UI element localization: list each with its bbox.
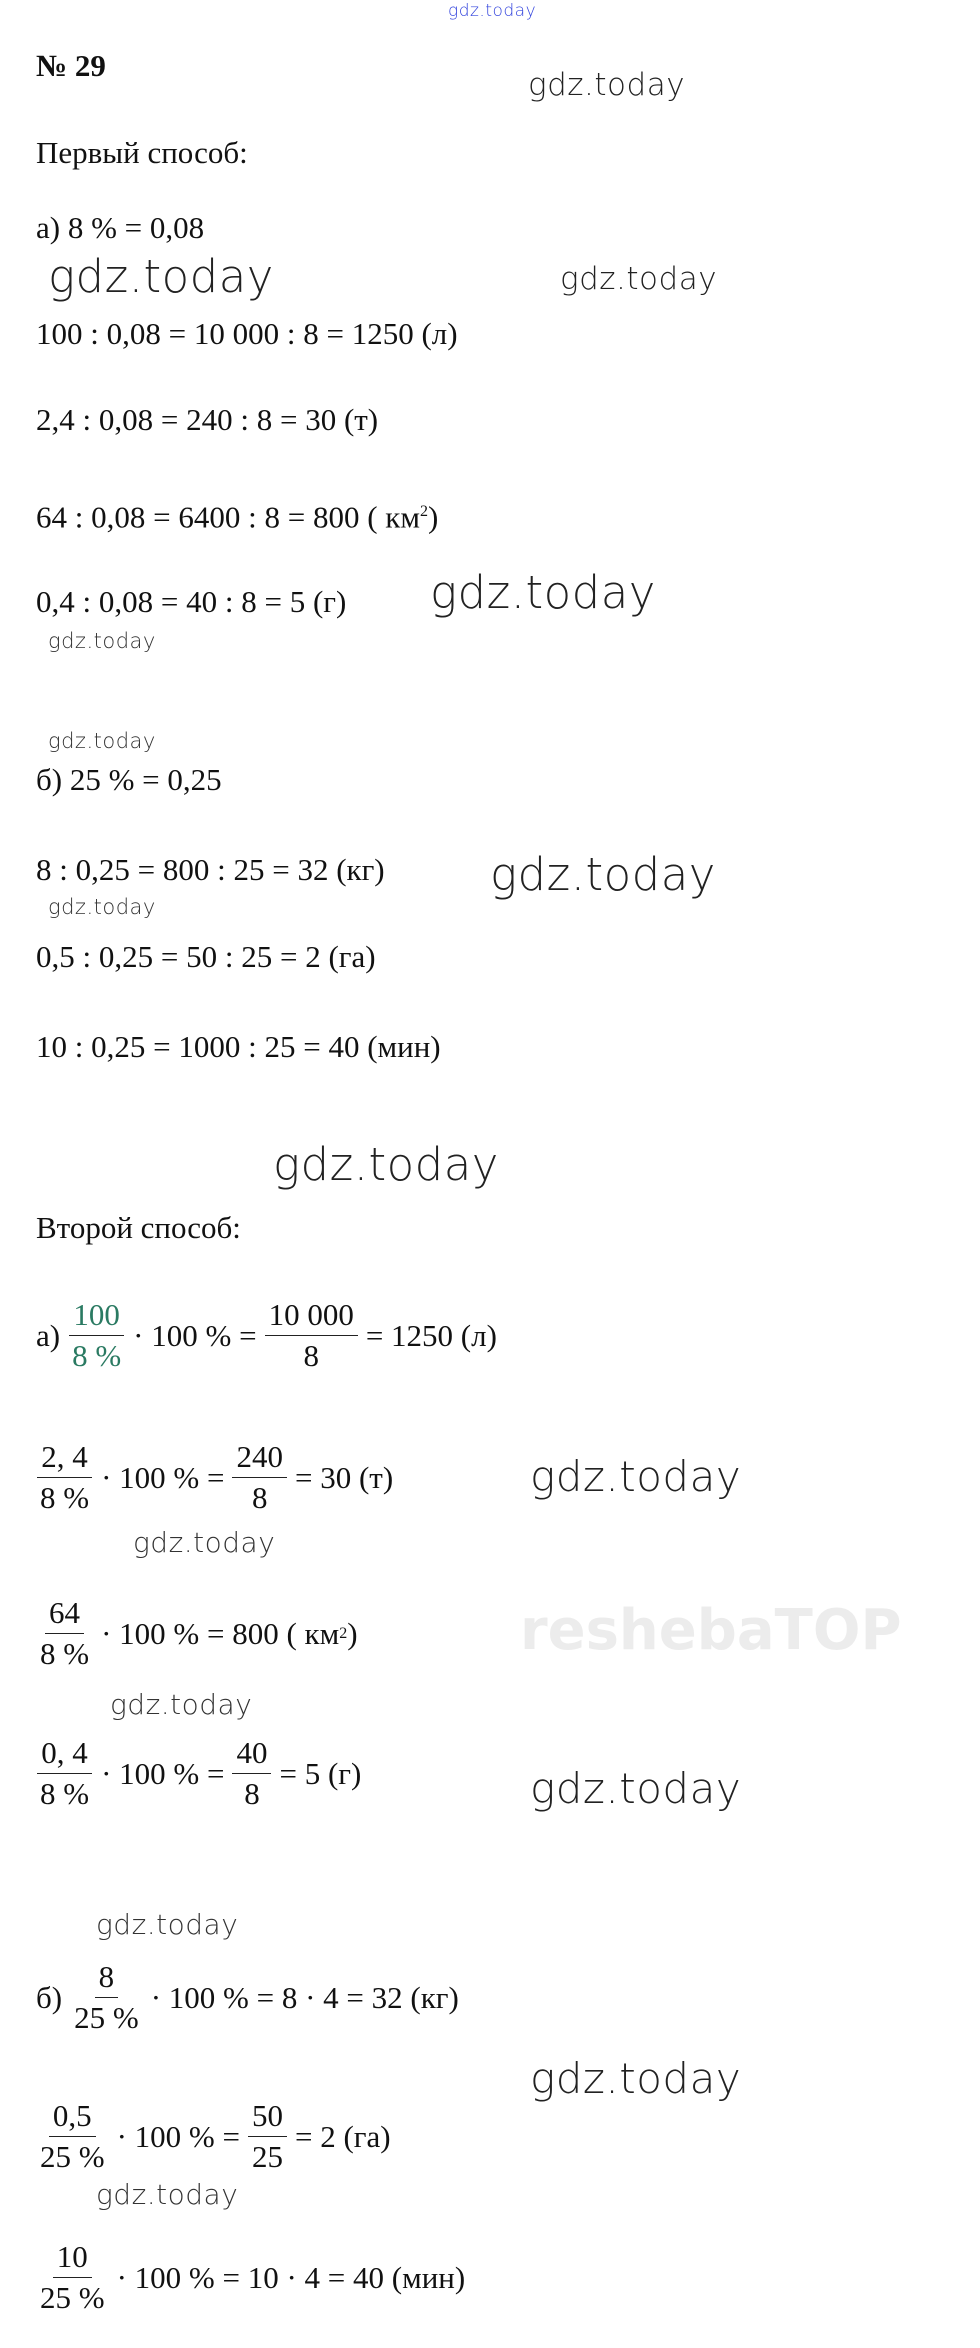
fraction-equation bbox=[36, 1960, 459, 2035]
equation-line: 8 : 0,25 = 800 : 25 = 32 (кг) bbox=[36, 852, 385, 887]
superscript: 2 bbox=[339, 1624, 348, 1642]
operation: · 100 % = 10 · 4 = 40 (мин) bbox=[116, 2259, 466, 2295]
fraction bbox=[36, 1440, 93, 1515]
numerator: 8 bbox=[95, 1960, 119, 1998]
denominator: 25 bbox=[251, 2139, 283, 2174]
result: = 5 (г) bbox=[279, 1755, 362, 1791]
fraction-equation bbox=[36, 1440, 393, 1515]
fraction bbox=[68, 1298, 125, 1373]
part-a-label: а) bbox=[36, 1317, 61, 1353]
fraction bbox=[70, 1960, 143, 2035]
fraction-equation bbox=[36, 2240, 465, 2315]
watermark: gdz.today bbox=[530, 1764, 742, 1813]
watermark-top: gdz.today bbox=[448, 1, 537, 21]
denominator: 8 % bbox=[40, 1480, 90, 1515]
denominator: 8 % bbox=[72, 1338, 122, 1373]
fraction bbox=[36, 1736, 93, 1811]
fraction bbox=[265, 1298, 358, 1373]
fraction bbox=[36, 2099, 109, 2174]
equation-line: 2,4 : 0,08 = 240 : 8 = 30 (т) bbox=[36, 402, 379, 437]
close-paren: ) bbox=[427, 499, 439, 535]
result: = 2 (га) bbox=[294, 2118, 391, 2154]
operation: · 100 % = bbox=[116, 2118, 240, 2154]
watermark: gdz.today bbox=[96, 1908, 239, 1941]
part-b-header: б) 25 % = 0,25 bbox=[36, 762, 222, 797]
numerator: 64 bbox=[45, 1596, 84, 1634]
result: = 1250 (л) bbox=[365, 1317, 497, 1353]
operation: · 100 % = bbox=[101, 1755, 225, 1791]
fraction-equation bbox=[36, 1596, 358, 1671]
watermark: gdz.today bbox=[490, 848, 716, 901]
first-method-heading: Первый способ: bbox=[36, 135, 248, 170]
part-b-label: б) bbox=[36, 1979, 63, 2015]
watermark: gdz.today bbox=[96, 2178, 239, 2211]
watermark: gdz.today bbox=[48, 629, 156, 653]
numerator: 100 bbox=[69, 1298, 124, 1336]
watermark: gdz.today bbox=[273, 1138, 499, 1191]
fraction bbox=[36, 2240, 109, 2315]
watermark: gdz.today bbox=[560, 261, 718, 297]
fraction bbox=[232, 1440, 287, 1515]
watermark: gdz.today bbox=[48, 729, 156, 753]
denominator: 25 % bbox=[74, 2000, 139, 2035]
watermark: gdz.today bbox=[48, 250, 274, 303]
numerator: 240 bbox=[232, 1440, 287, 1478]
numerator: 0,5 bbox=[49, 2099, 96, 2137]
denominator: 8 % bbox=[40, 1636, 90, 1671]
watermark: gdz.today bbox=[530, 1452, 742, 1501]
equation-line bbox=[36, 494, 438, 535]
equation-line: 0,4 : 0,08 = 40 : 8 = 5 (г) bbox=[36, 584, 347, 619]
watermark: gdz.today bbox=[48, 895, 156, 919]
denominator: 25 % bbox=[40, 2280, 105, 2315]
denominator: 8 bbox=[251, 1480, 268, 1515]
second-method-heading: Второй способ: bbox=[36, 1210, 241, 1245]
problem-number: № 29 bbox=[36, 48, 106, 83]
fraction-equation bbox=[36, 1298, 497, 1373]
watermark: gdz.today bbox=[133, 1526, 276, 1559]
numerator: 40 bbox=[232, 1736, 271, 1774]
watermark: gdz.today bbox=[430, 566, 656, 619]
numerator: 10 bbox=[53, 2240, 92, 2278]
superscript: 2 bbox=[419, 503, 428, 520]
denominator: 8 % bbox=[40, 1776, 90, 1811]
result: = 30 (т) bbox=[294, 1459, 394, 1495]
equation-line: 10 : 0,25 = 1000 : 25 = 40 (мин) bbox=[36, 1029, 441, 1064]
watermark: gdz.today bbox=[110, 1688, 253, 1721]
equation-line: 0,5 : 0,25 = 50 : 25 = 2 (га) bbox=[36, 939, 376, 974]
equation-text: 64 : 0,08 = 6400 : 8 = 800 ( км bbox=[36, 499, 420, 535]
numerator: 2, 4 bbox=[37, 1440, 92, 1478]
numerator: 10 000 bbox=[265, 1298, 358, 1336]
background-watermark: reshebaTOP bbox=[520, 1598, 902, 1663]
numerator: 0, 4 bbox=[37, 1736, 92, 1774]
watermark: gdz.today bbox=[528, 67, 686, 103]
watermark: gdz.today bbox=[530, 2054, 742, 2103]
operation: · 100 % = 800 ( км bbox=[101, 1615, 340, 1651]
denominator: 8 bbox=[303, 1338, 319, 1373]
denominator: 8 bbox=[244, 1776, 260, 1811]
operation: · 100 % = bbox=[133, 1317, 257, 1353]
operation: · 100 % = bbox=[101, 1459, 225, 1495]
fraction-equation bbox=[36, 1736, 361, 1811]
equation-line: 100 : 0,08 = 10 000 : 8 = 1250 (л) bbox=[36, 316, 458, 351]
fraction bbox=[248, 2099, 287, 2174]
fraction bbox=[232, 1736, 271, 1811]
numerator: 50 bbox=[248, 2099, 287, 2137]
part-a-header: а) 8 % = 0,08 bbox=[36, 210, 205, 245]
result: ) bbox=[347, 1615, 358, 1651]
denominator: 25 % bbox=[40, 2139, 105, 2174]
fraction-equation bbox=[36, 2099, 391, 2174]
fraction bbox=[36, 1596, 93, 1671]
operation: · 100 % = 8 · 4 = 32 (кг) bbox=[150, 1979, 459, 2015]
